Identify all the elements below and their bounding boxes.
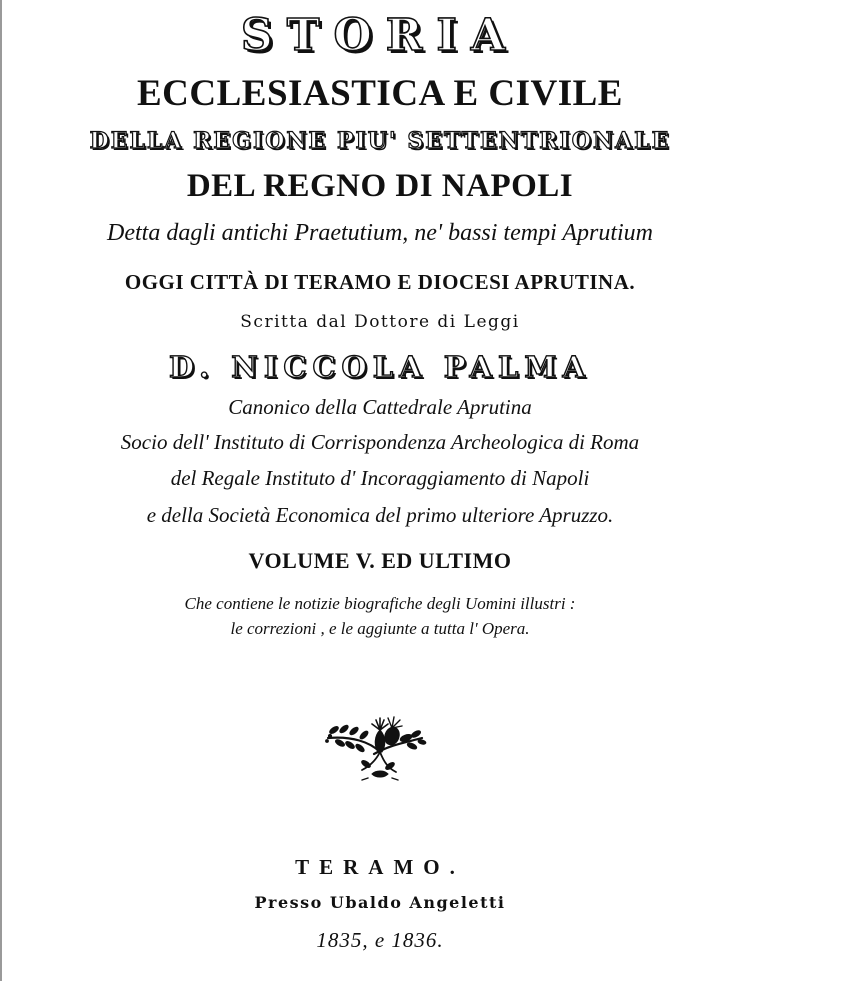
ancient-names: Detta dagli antichi Praetutium, ne' bassi tempi Aprutium xyxy=(107,220,653,246)
imprint-years: 1835, e 1836. xyxy=(316,928,444,952)
author-credential: Canonico della Cattedrale Aprutina xyxy=(228,395,532,419)
author-name: D. NICCOLA PALMA xyxy=(169,350,591,384)
imprint-printer: Presso Ubaldo Angeletti xyxy=(254,893,506,912)
title-kingdom: DEL REGNO DI NAPOLI xyxy=(186,168,574,204)
volume-label: VOLUME V. ED ULTIMO xyxy=(248,548,512,573)
imprint-city: TERAMO. xyxy=(295,855,465,879)
title-subtitle: ECCLESIASTICA E CIVILE xyxy=(136,73,623,114)
author-credential: del Regale Instituto d' Incoraggiamento di Napoli xyxy=(170,466,590,490)
title-region: DELLA REGIONE PIU' SETTENTRIONALE xyxy=(89,128,671,154)
contents-line: Che contiene le notizie biografiche degli Uomini illustri : xyxy=(184,594,576,613)
title-main: STORIA xyxy=(240,10,520,61)
floral-vignette-icon xyxy=(322,708,430,782)
modern-name: OGGI CITTÀ DI TERAMO E DIOCESI APRUTINA. xyxy=(124,270,636,294)
author-credential: Socio dell' Instituto di Corrispondenza Archeologica di Roma xyxy=(120,430,640,454)
contents-line: le correzioni , e le aggiunte a tutta l' Opera. xyxy=(230,619,530,638)
author-credential: e della Società Economica del primo ulteriore Apruzzo. xyxy=(146,503,614,527)
written-by: Scritta dal Dottore di Leggi xyxy=(240,312,520,332)
